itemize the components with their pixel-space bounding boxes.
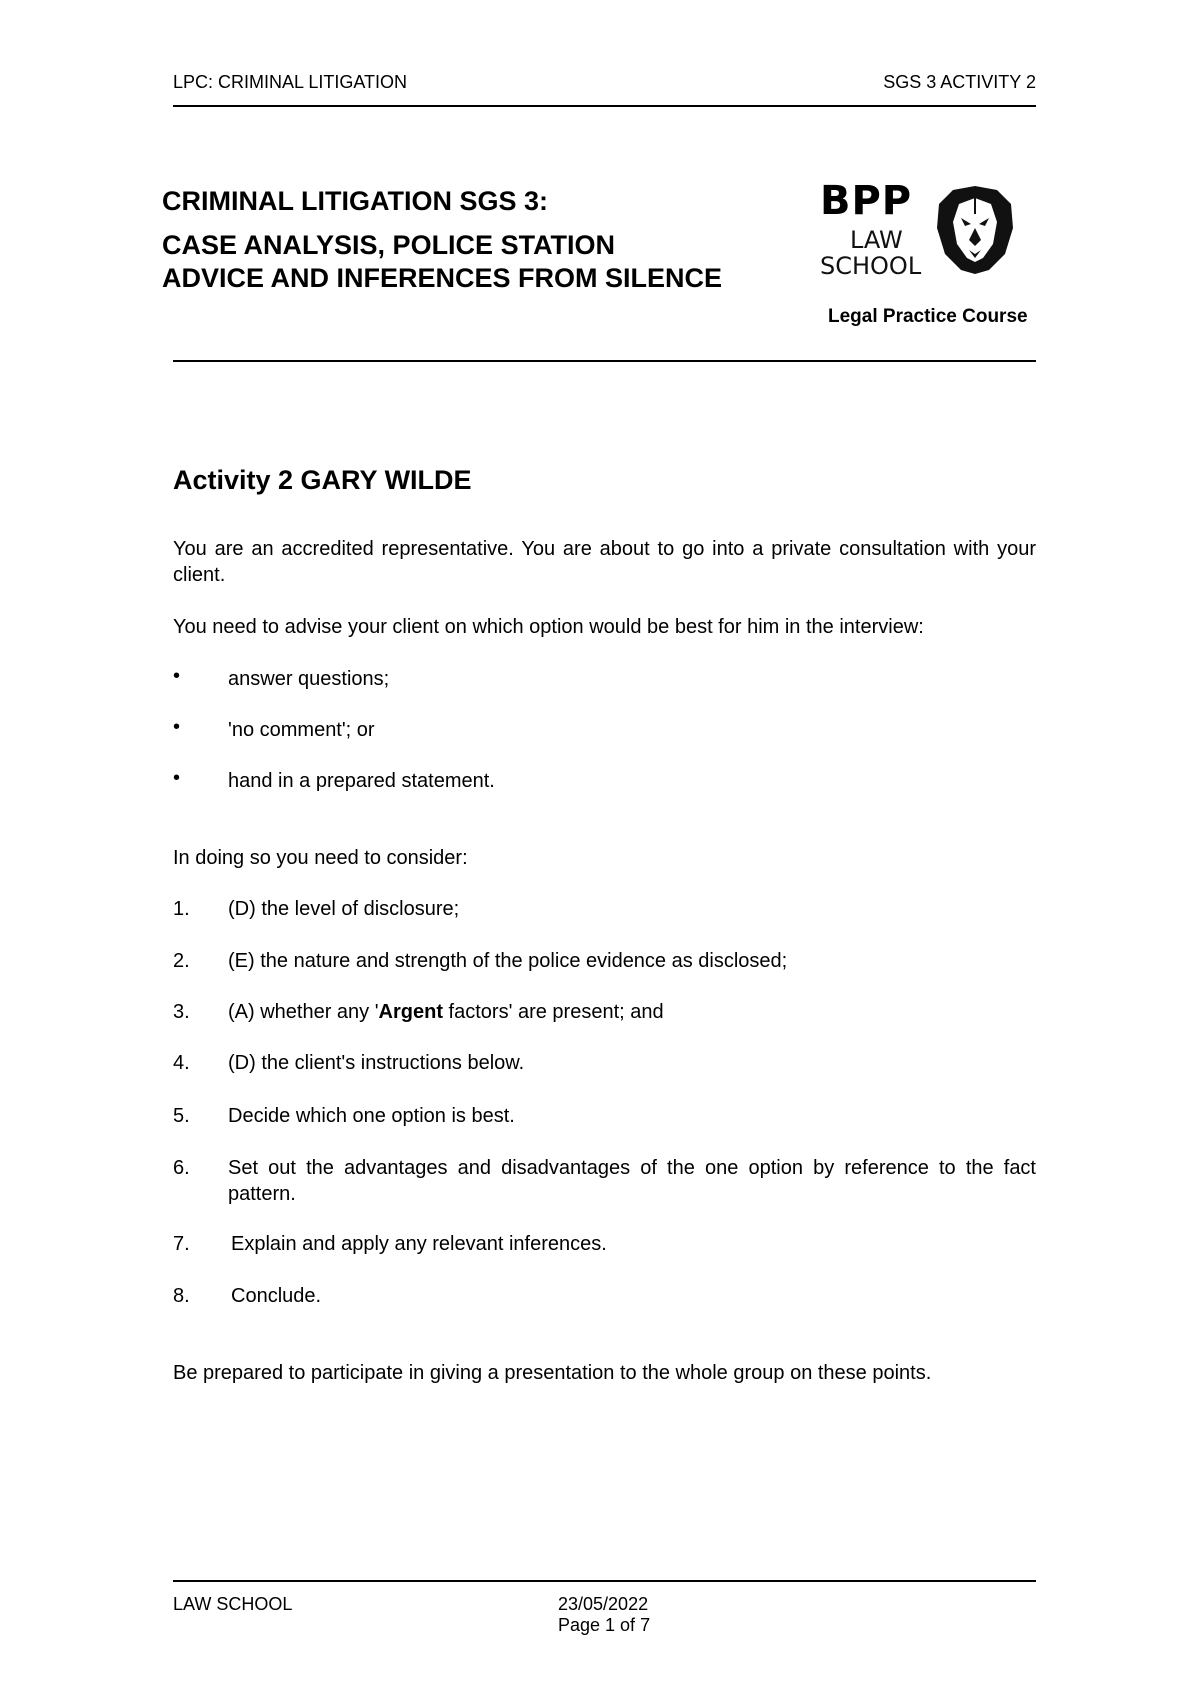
footer-page-number: Page 1 of 7	[558, 1615, 651, 1635]
title-rule	[173, 360, 1036, 362]
option-text: 'no comment'; or	[228, 719, 375, 741]
logo-school: SCHOOL	[820, 252, 922, 280]
bullet-icon: •	[173, 665, 181, 687]
step-text-pre: (A) whether any '	[228, 1001, 379, 1023]
step-text: Conclude.	[231, 1285, 322, 1307]
footer-date: 23/05/2022	[558, 1594, 649, 1614]
running-header-left: LPC: CRIMINAL LITIGATION	[173, 72, 408, 92]
logo-brand: BPP	[820, 178, 913, 224]
option-text: answer questions;	[228, 668, 390, 690]
closing-paragraph: Be prepared to participate in giving a presentation to the whole group on these points.	[173, 1362, 932, 1384]
document-title-line-2: CASE ANALYSIS, POLICE STATION	[162, 230, 616, 260]
intro-paragraph: You are an accredited representative. You are about to go into a private consultation with your client.	[173, 538, 1036, 586]
logo-law: LAW	[850, 226, 903, 254]
running-header-right: SGS 3 ACTIVITY 2	[883, 72, 1036, 92]
step-number: 5.	[173, 1105, 190, 1127]
lion-head-icon	[935, 184, 1015, 276]
step-number: 3.	[173, 1001, 190, 1023]
step-text-post: factors' are present; and	[443, 1001, 664, 1023]
document-title-line-1: CRIMINAL LITIGATION SGS 3:	[162, 186, 549, 216]
footer-left: LAW SCHOOL	[173, 1594, 293, 1614]
step-text	[228, 999, 664, 1025]
bpp-law-school-logo	[820, 178, 1028, 327]
document-title-line-3: ADVICE AND INFERENCES FROM SILENCE	[162, 263, 723, 293]
option-text: hand in a prepared statement.	[228, 770, 495, 792]
bullet-icon: •	[173, 767, 181, 789]
step-number: 7.	[173, 1233, 190, 1255]
logo-caption: Legal Practice Course	[828, 306, 1028, 327]
step-number: 1.	[173, 898, 190, 920]
advise-paragraph: You need to advise your client on which option would be best for him in the interview:	[173, 616, 924, 638]
step-text: Decide which one option is best.	[228, 1105, 515, 1127]
step-text: (E) the nature and strength of the police evidence as disclosed;	[228, 950, 788, 972]
step-number: 8.	[173, 1285, 190, 1307]
step-text: Set out the advantages and disadvantages of the one option by reference to the fact pattern.	[228, 1157, 1036, 1205]
activity-heading: Activity 2 GARY WILDE	[173, 465, 472, 495]
argent-term: Argent	[378, 1001, 443, 1023]
step-number: 2.	[173, 950, 190, 972]
step-number: 6.	[173, 1157, 190, 1179]
step-text: Explain and apply any relevant inferences.	[231, 1233, 607, 1255]
bullet-icon: •	[173, 716, 181, 738]
step-text: (D) the client's instructions below.	[228, 1052, 525, 1074]
step-text: (D) the level of disclosure;	[228, 898, 460, 920]
header-rule	[173, 105, 1036, 107]
consider-paragraph: In doing so you need to consider:	[173, 847, 468, 869]
footer-rule	[173, 1580, 1036, 1582]
step-number: 4.	[173, 1052, 190, 1074]
